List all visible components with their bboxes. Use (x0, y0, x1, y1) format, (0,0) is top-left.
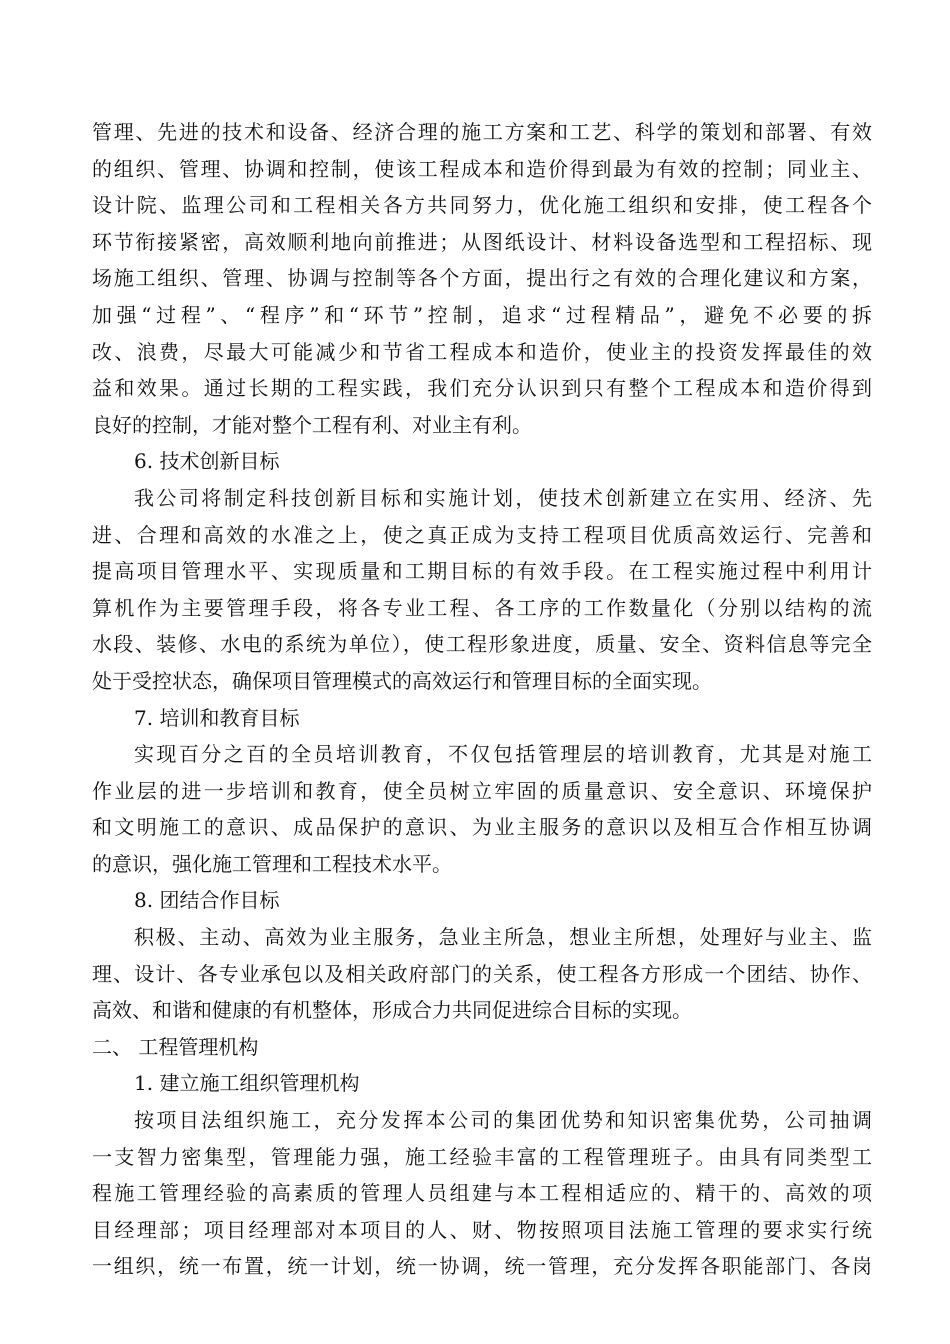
text-line: 一组织，统一布置，统一计划，统一协调，统一管理，充分发挥各职能部门、各岗 (92, 1254, 872, 1279)
text-line: 管理、先进的技术和设备、经济合理的施工方案和工艺、科学的策划和部署、有效 (92, 120, 872, 144)
text-line: 实现百分之百的全员培训教育，不仅包括管理层的培训教育，尤其是对施工 (134, 742, 872, 767)
text-line: 6. 技术创新目标 (134, 449, 280, 474)
text-line: 算机作为主要管理手段，将各专业工程、各工序的工作数量化（分别以结构的流 (92, 595, 872, 620)
text-line: 的组织、管理、协调和控制，使该工程成本和造价得到最为有效的控制；同业主、 (92, 156, 872, 181)
text-line: 的意识，强化施工管理和工程技术水平。 (92, 851, 452, 876)
text-line: 作业层的进一步培训和教育，使全员树立牢固的质量意识、安全意识、环境保护 (92, 778, 872, 803)
text-line: 7. 培训和教育目标 (134, 705, 300, 730)
text-line: 提高项目管理水平、实现质量和工期目标的有效手段。在工程实施过程中利用计 (92, 559, 872, 584)
text-line: 1. 建立施工组织管理机构 (134, 1071, 360, 1096)
text-line: 积极、主动、高效为业主服务，急业主所急，想业主所想，处理好与业主、监 (134, 925, 872, 950)
text-line: 和文明施工的意识、成品保护的意识、为业主服务的意识以及相互合作相互协调 (92, 815, 872, 840)
text-line: 高效、和谐和健康的有机整体，形成合力共同促进综合目标的实现。 (92, 998, 692, 1023)
text-line: 按项目法组织施工，充分发挥本公司的集团优势和知识密集优势，公司抽调 (134, 1108, 872, 1133)
text-line: 目经理部；项目经理部对本项目的人、财、物按照项目法施工管理的要求实行统 (92, 1217, 872, 1242)
text-line: 益和效果。通过长期的工程实践，我们充分认识到只有整个工程成本和造价得到 (92, 376, 872, 401)
text-line: 处于受控状态，确保项目管理模式的高效运行和管理目标的全面实现。 (92, 668, 712, 693)
text-line: 加强“过程”、“程序”和“环节”控制，追求“过程精品”，避免不必要的拆 (92, 302, 872, 327)
text-line: 改、浪费，尽最大可能减少和节省工程成本和造价，使业主的投资发挥最佳的效 (92, 339, 872, 364)
text-line: 水段、装修、水电的系统为单位），使工程形象进度，质量、安全、资料信息等完全 (92, 632, 872, 657)
text-line: 理、设计、各专业承包以及相关政府部门的关系，使工程各方形成一个团结、协作、 (92, 961, 872, 986)
text-line: 一支智力密集型，管理能力强，施工经验丰富的工程管理班子。由具有同类型工 (92, 1144, 872, 1169)
text-line: 二、 工程管理机构 (92, 1034, 259, 1059)
text-line: 进、合理和高效的水准之上，使之真正成为支持工程项目优质高效运行、完善和 (92, 522, 872, 547)
text-line: 环节衔接紧密，高效顺利地向前推进；从图纸设计、材料设备选型和工程招标、现 (92, 229, 872, 254)
text-line: 良好的控制，才能对整个工程有利、对业主有利。 (92, 412, 532, 437)
text-line: 程施工管理经验的高素质的管理人员组建与本工程相适应的、精干的、高效的项 (92, 1181, 872, 1206)
text-line: 设计院、监理公司和工程相关各方共同努力，优化施工组织和安排，使工程各个 (92, 193, 872, 218)
text-line: 我公司将制定科技创新目标和实施计划，使技术创新建立在实用、经济、先 (134, 485, 872, 510)
document-page (92, 114, 872, 1285)
text-line: 场施工组织、管理、协调与控制等各个方面，提出行之有效的合理化建议和方案， (92, 266, 872, 291)
text-line: 8. 团结合作目标 (134, 888, 280, 913)
